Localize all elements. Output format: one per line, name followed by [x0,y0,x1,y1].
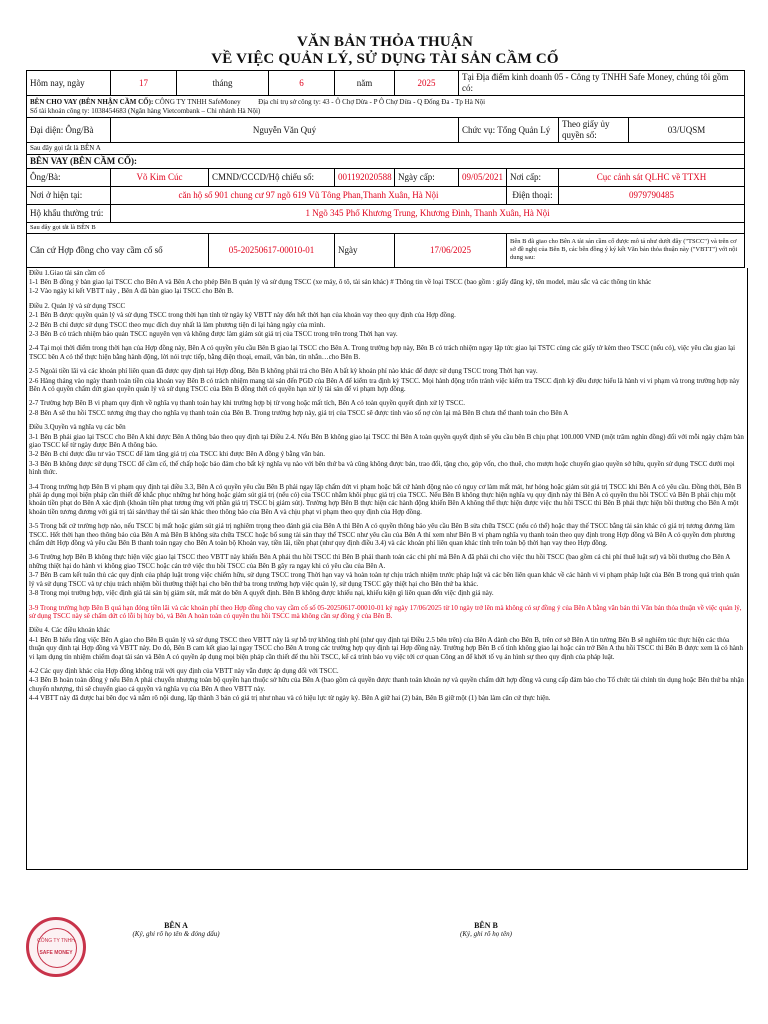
borrower-hereafter: Sau đây gọi tắt là BÊN B [27,222,745,233]
clause-3-6: 3-6 Trường hợp Bên B không thực hiện việc giao lại TSCC theo VBTT này khiến Bên A phải thu hồi TSCC thì Bên B phải thanh toán các chi phí mà Bên A đã phải chi cho việc thu hồi TSCC (bao gồm cả chi phí thuê luật sư) và bồi thường cho Bên A những thiệt hại do hành vi không giao TSCC hoặc cản trở việc thu hồi TSCC của Bên B gây ra ngay khi có yêu cầu của Bên A. [29,553,730,570]
clause-4-2: 4-2 Các quy định khác của Hợp đồng không trái với quy định của VBTT này vẫn được áp dụng đối với TSCC. [29,666,339,675]
auth-label: Theo giấy ủy quyền số: [559,118,629,143]
today-label: Hôm nay, ngày [27,71,111,96]
clause-3-8: 3-8 Trong mọi trường hợp, việc định giá tài sản bị giảm sút, mất mát do bên A quyết định. Bên B không được khiếu nại, khiếu kiện gì liên quan đến việc định giá này. [29,589,494,598]
contract-date-label: Ngày [335,233,395,267]
year-value: 2025 [395,71,459,96]
issue-place: Cục cảnh sát QLHC về TTXH [559,168,745,186]
issue-date-label: Ngày cấp: [395,168,459,186]
residence-value: căn hộ số 901 chung cư 97 ngõ 619 Vũ Tông Phan,Thanh Xuân, Hà Nội [111,186,507,204]
party-b-signature [396,921,576,938]
month-value: 6 [269,71,335,96]
issue-place-label: Nơi cấp: [507,168,559,186]
residence-row [27,186,745,204]
clause-3-9: 3-9 Trong trường hợp Bên B quá hạn đóng tiền lãi và các khoản phí theo Hợp đồng cho vay cầm cố số 05-20250617-00010-01 ký ngày 17/06/2025 từ 10 ngày trở lên mà không có sự đồng ý của Bên A bằng văn bản thì Văn bản thỏa thuận về việc quản lý, sử dụng TSCC này sẽ chấm dứt có lỗi bị hủy bỏ, và Bên A hoàn toàn có quyền thu hồi TSCC mà không cần sự đồng ý của Bên B. [29,603,742,620]
stamp-text-2: SAFE MONEY [39,950,73,956]
lender-rep-row [27,118,745,143]
permanent-row [27,204,745,222]
clause-3-3: 3-3 Bên B không được sử dụng TSCC để cầm cố, thế chấp hoặc bảo đảm cho bất kỳ nghĩa vụ nào với bên thứ ba và cũng không được bán, trao đổi, tặng cho, góp vốn, cho thuê, cho mượn hoặc chuyển giao quyền sở hữu, quyền sử dụng TSCC dưới mọi hình thức. [29,459,735,477]
issue-date: 09/05/2021 [459,168,507,186]
lender-company: CÔNG TY TNHH SafeMoney [155,98,241,106]
lender-address: 43 - Ô Chợ Dừa - P Ô Chợ Dừa - Q Đống Đa - Tp Hà Nội [322,98,486,106]
id-number: 001192020588 [335,168,395,186]
permanent-value: 1 Ngõ 345 Phố Khương Trung, Khương Đình, Thanh Xuân, Hà Nội [111,204,745,222]
month-label: tháng [177,71,269,96]
borrower-id-row [27,168,745,186]
clause-2-4: 2-4 Tại mọi thời điểm trong thời hạn của Hợp đồng này, Bên A có quyền yêu cầu Bên B giao lại TSCC cho Bên A. Trong trường hợp này, Bên B có trách nhiệm ngay lập tức giao lại TSTC cùng các giấy tờ kèm theo TSCC (nếu có), việc yêu cầu giao lại TSCC bên A có thể thực hiện bằng hành động, lời nói trực tiếp, bằng điện thoại, email, văn bản, tin nhắn…cho Bên B. [29,344,736,361]
contract-number: 05-20250617-00010-01 [209,233,335,267]
agreement-page [26,28,744,1004]
contract-basis-label: Căn cứ Hợp đồng cho vay cầm cố số [27,233,209,267]
clause-4-1: 4-1 Bên B hiểu rằng việc Bên A giao cho Bên B quản lý và sử dụng TSCC theo VBTT này là sự hỗ trợ không tính phí (như quy định tại Điều 2.5 bên trên) của Bên A dành cho Bên B, trên cơ sở Bên A tin tưởng Bên B sẽ nghiêm túc thực hiện các thỏa thuận quy định tại Hợp đồng và VBTT này. Do đó, Bên B cam kết giao lại ngay TSCC cho Bên A trong các trường hợp quy định tại Hợp đồng này. Trường hợp Bên B cố tình không giao lại hoặc cản trở Bên A thu hồi TSCC thì Bên B được xem là có hành vi lạm dụng tín nhiệm chiếm đoạt tài sản và Bên A có quyền áp dụng mọi biện pháp cần thiết để thu hồi TSCC, kể cả trình báo vụ việc tới cơ quan Công an để khởi tố vụ án hình sự theo quy định của pháp luật. [29,635,744,661]
position-value: Tổng Quản Lý [497,124,551,135]
clause-3-7: 3-7 Bên B cam kết tuân thủ các quy định của pháp luật trong việc chiếm hữu, sử dụng TSCC trong Thời hạn vay và hoàn toàn tự chịu trách nhiệm trước pháp luật và các bên liên quan khác về các hành vi vi phạm pháp luật của Bên B trong quá trình quản lý và sử dụng TSCC và tự chịu trách nhiệm bồi thường thiệt hại cho bên thứ ba trong trường hợp việc quản lý, sử dụng TSCC gây thiệt hại cho Bên thứ ba khác. [29,571,740,588]
clause-2-5: 2-5 Ngoài tiền lãi và các khoản phí liên quan đã được quy định tại Hợp đồng, Bên B không phải trả cho Bên A bất kỳ khoản phí nào khác để được sử dụng TSCC trong Thời hạn vay. [29,367,538,376]
clause-3-1: 3-1 Bên B phải giao lại TSCC cho Bên A khi được Bên A thông báo theo quy định tại Điều 2.4. Nếu Bên B không giao lại TSCC thì Bên A toàn quyền quyết định sẽ yêu cầu bên B chịu phạt 100.000 VNĐ (một trăm nghìn đồng) đối với mỗi ngày chậm bàn giao TSCC kể từ ngày được Bên A thông báo. [29,432,744,449]
rep-name: Nguyễn Văn Quý [111,118,459,143]
article-2-title: Điều 2. Quản lý và sử dụng TSCC [29,301,126,310]
party-a-note: (Ký, ghi rõ họ tên & đóng dấu) [132,930,220,938]
lender-address-label: Địa chỉ trụ sở công ty: [258,98,321,106]
year-label: năm [335,71,395,96]
clause-1-2: 1-2 Vào ngày kí kết VBTT này , Bên A đã bàn giao lại TSCC cho Bên B. [29,287,234,296]
position-label: Chức vụ: [462,124,496,135]
clause-1-1: 1-1 Bên B đồng ý bàn giao lại TSCC cho Bên A và Bên A cho phép Bên B quản lý và sử dụng TSCC (xe máy, ô tô, tài sản khác) # Thông tin về loại TSCC (bao gồm : giấy đăng ký, tên model, màu sắc và các thông tin khác [29,277,652,286]
document-title-line1: VĂN BẢN THỎA THUẬN [297,34,473,50]
permanent-label: Hộ khẩu thường trú: [27,204,111,222]
agreement-body [26,268,748,870]
id-label: CMND/CCCD/Hộ chiếu số: [209,168,335,186]
lender-info-row [27,96,745,118]
lender-header: BÊN CHO VAY (BÊN NHẬN CẦM CỐ): [30,98,154,106]
company-stamp [26,917,86,977]
position-cell [459,118,559,143]
article-3-title: Điều 3.Quyền và nghĩa vụ các bên [29,423,126,432]
article-4-title: Điều 4. Các điều khoản khác [29,626,110,635]
clause-2-6: 2-6 Hàng tháng vào ngày thanh toán tiền của khoản vay Bên B có trách nhiệm mang tài sản đến PGD của Bên A để kiểm tra định kỳ TSCC. Mọi hành động trốn tránh việc kiểm tra TSCC định kỳ đều được hiểu là hành vi vi phạm và trong trường hợp này Bên A có quyền chấm dứt giao quyền quản lý và sử dụng TSCC của Bên B đồng thời có quyền hạn xử lý tài sản để vi phạm hợp đồng. [29,376,740,393]
agreement-note: Bên B đã giao cho Bên A tài sản cầm cố được mô tả như dưới đây ("TSCC") và trên cơ sở đề nghị của Bên B, các bên đồng ý ký kết Văn bản thỏa thuận này ("VBTT") với nội dung sau: [507,233,745,267]
article-1-title: Điều 1.Giao tài sản cầm cố [29,268,105,277]
signature-block [26,921,744,981]
phone-value: 0979790485 [559,186,745,204]
residence-label: Nơi ở hiện tại: [27,186,111,204]
party-b-title: BÊN B [474,921,498,930]
clause-2-7: 2-7 Trường hợp Bên B vi phạm quy định về nghĩa vụ thanh toán hay khi trường hợp bị từ vong hoặc mất tích, Bên A có toàn quyền quyết định xử lý TSCC. [29,399,466,408]
borrower-header: BÊN VAY (BÊN CẦM CỐ): [27,154,745,168]
stamp-text-1: CÔNG TY TNHH [37,938,75,944]
borrower-name-label: Ông/Bà: [27,168,111,186]
lender-account: Số tài khoản công ty: 1038454683 (Ngân hàng Vietcombank – Chi nhánh Hà Nội) [30,106,261,115]
phone-label: Điện thoại: [507,186,559,204]
rep-label: Đại diện: Ông/Bà [27,118,111,143]
party-a-signature [86,921,266,938]
clause-3-5: 3-5 Trong bất cứ trường hợp nào, nếu TSCC bị mất hoặc giảm sút giá trị nghiêm trọng theo đánh giá của Bên A thì Bên A có quyền thông báo yêu cầu Bên B sửa chữa TSCC (nếu có thể) hoặc thay thế TSCC bằng tài sản khác có giá trị tương đương làm TSCC. Hết thời hạn theo thông báo của Bên A mà Bên B không sửa chữa TSCC hoặc bổ sung tài sản thay thế TSCC như yêu cầu của Bên A thì xem như Bên B vi phạm nghĩa vụ thanh toán theo quy định trong Hợp đồng và Bên A có quyền đơn phương chấm dứt Hợp đồng và yêu cầu Bên B thanh toán ngay cho Bên A toàn bộ Khoản vay, tiền lãi, tiền phạt (như quy định điều 3.4) và các khoản phí liên quan khác tính trên toàn bộ thời hạn vay theo Hợp đồng. [29,522,736,548]
clause-2-2: 2-2 Bên B chỉ được sử dụng TSCC theo mục đích duy nhất là làm phương tiện đi lại hàng ngày của mình. [29,320,326,329]
clause-4-3: 4-3 Bên B hoàn toàn đồng ý nếu Bên A phải chuyển nhượng toàn bộ quyền hạn thuộc sở hữu của Bên A (bao gồm cả quyền được thanh toán khoản nợ và quyền chấm dứt hợp đồng và cung cấp đảm bảo cho Tổ chức tài chính tín dụng hoặc Bên thứ ba nhận chuyển nhượng, thì sẽ chuyển giao cả quyền và nghĩa vụ của Bên A theo VBTT này. [29,676,744,693]
clause-2-3: 2-3 Bên B có trách nhiệm bảo quản TSCC nguyên vẹn và không được làm giảm sút giá trị của TSCC trong trên trong Thời hạn vay. [29,329,398,338]
clause-4-4: 4-4 VBTT này đã được hai bên đọc và nắm rõ nội dung, lập thành 3 bản có giá trị như nhau và có hiệu lực từ ngày ký. Bên A giữ hai (2) bản, Bên B giữ một (1) bản làm căn cứ thực hiện. [29,694,551,703]
party-b-note: (Ký, ghi rõ họ tên) [460,930,512,938]
party-a-title: BÊN A [164,921,188,930]
document-title-line2: VỀ VIỆC QUẢN LÝ, SỬ DỤNG TÀI SẢN CẦM CỐ [211,51,559,67]
day-value: 17 [111,71,177,96]
place-text: Tại Địa điểm kinh doanh 05 - Công ty TNHH Safe Money, chúng tôi gồm có: [459,71,745,96]
date-row [27,71,745,96]
clause-3-2: 3-2 Bên B chỉ được đầu tư vào TSCC để làm tăng giá trị của TSCC khi được Bên A đồng ý bằng văn bản. [29,450,325,459]
clause-2-8: 2-8 Bên A sẽ thu hồi TSCC tương ứng thay cho nghĩa vụ thanh toán của Bên B. Trong trường hợp này, giá trị của TSCC sẽ được tính vào số nợ còn lại mà Bên B chưa thể thanh toán cho Bên A [29,408,569,417]
header-table [26,70,745,268]
lender-hereafter: Sau đây gọi tắt là BÊN A [27,143,745,155]
borrower-name: Võ Kim Cúc [111,168,209,186]
contract-date: 17/06/2025 [395,233,507,267]
clause-3-4: 3-4 Trong trường hợp Bên B vi phạm quy định tại điều 3.3, Bên A có quyền yêu cầu Bên B phải ngay lập chấm dứt vi phạm hoặc bất cứ hành động nào có nguy cơ làm mất mát, hư hỏng hoặc giảm sút giá trị TSCC khi Bên A có yêu cầu. Đồng thời, Bên B phải áp dụng mọi biện pháp cần thiết để khắc phục những hư hỏng hoặc giảm sút giá trị (nếu có) của TSCC nhằm khôi phục giá trị của TSCC. Nếu Bên B không thực hiện nghĩa vụ quy định này thì Bên A có quyền thu hồi TSCC và Bên B phải chịu một khoản tiền phạt do Bên A xác định (khoản tiền phạt tương ứng với phần giá trị TSCC bị giảm sút). Trường hợp Bên B thực hiện các hành động khiến Bên A không thể thực hiện được việc thu hồi TSCC thì Bên B phải thực hiện bồi thường cho Bên A một khoản tiền tương đương với giá trị tài sản/thay thế tài sản khác theo thông báo của Bên A và chịu phạt vi phạm theo quy định của Hợp đồng. [29,482,742,516]
contract-row [27,233,745,267]
auth-number: 03/UQSM [629,118,745,143]
clause-2-1: 2-1 Bên B được quyền quản lý và sử dụng TSCC trong thời hạn tính từ ngày ký VBTT này đến hết thời hạn của khoản vay theo quy định của Hợp đồng. [29,311,456,320]
